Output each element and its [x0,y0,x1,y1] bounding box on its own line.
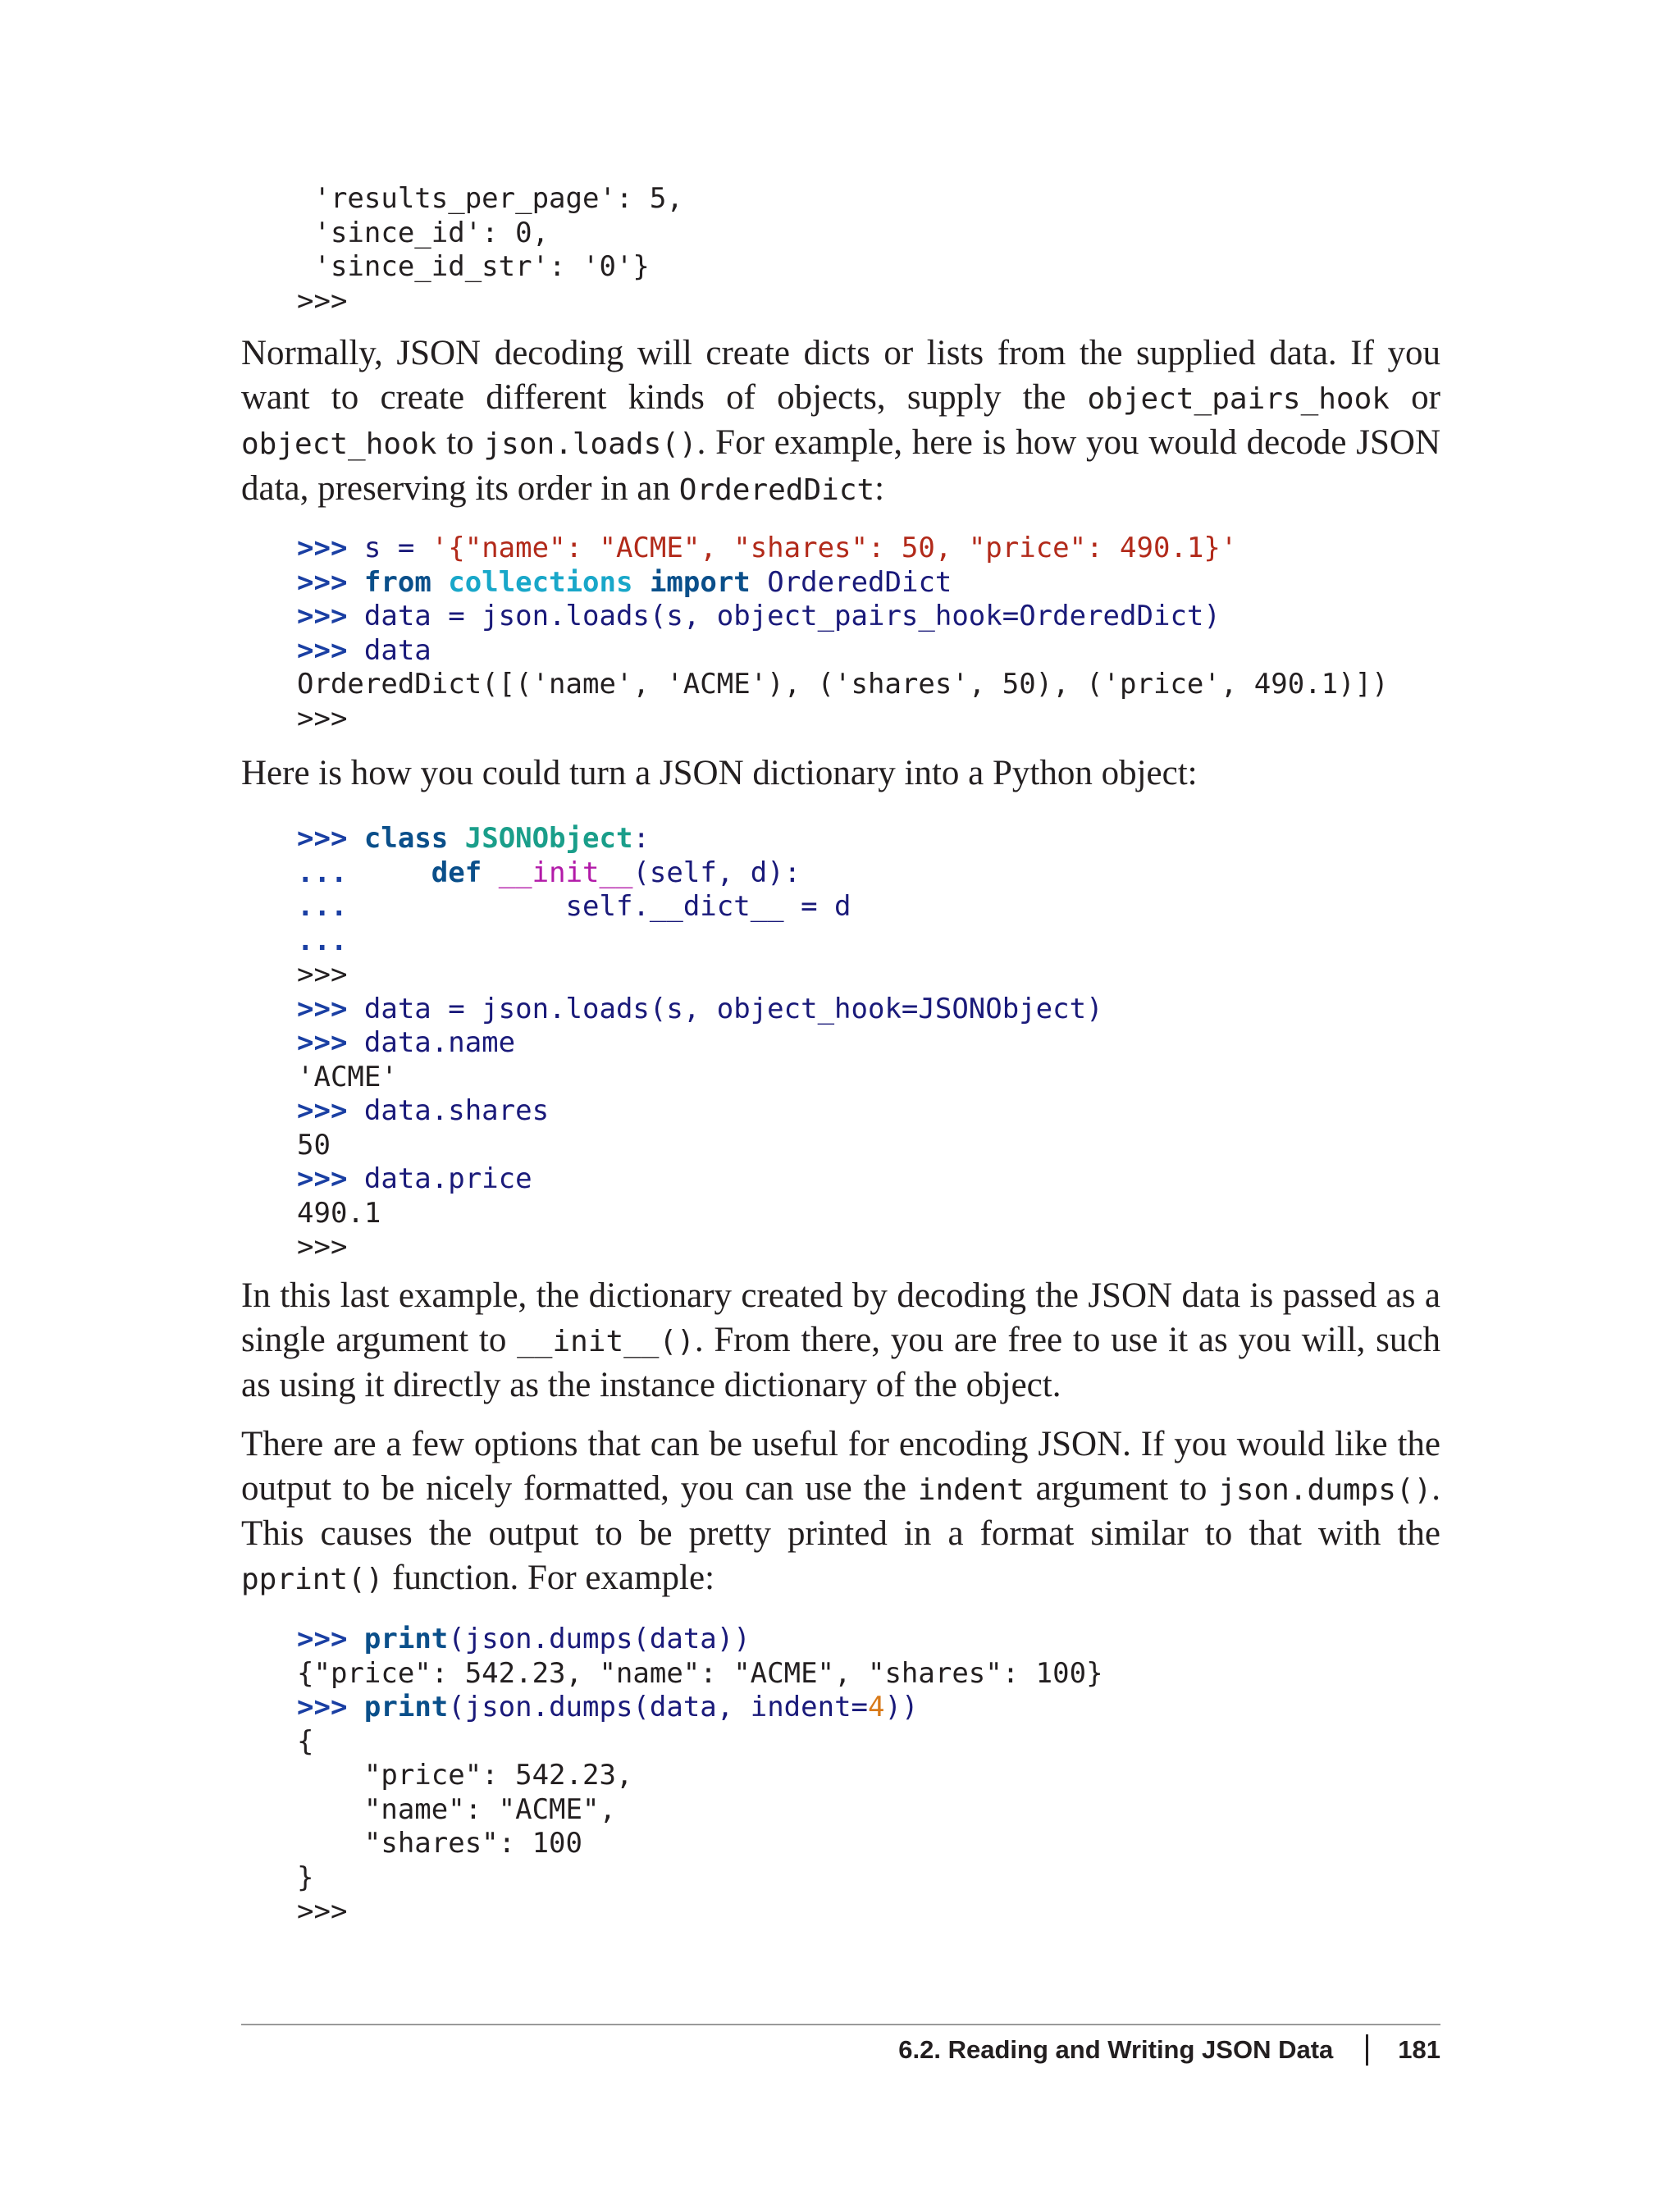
code-output: 'ACME' [297,1060,398,1093]
code-prompt: >>> [297,992,348,1025]
code-block-ordereddict [297,532,1389,736]
paragraph-text: Normally, JSON decoding will create dicts or lists from the supplied data. If you want to create different kinds of objects, supply the [241,334,1440,417]
code-prompt: ... [297,924,348,957]
code-output: "name": "ACME", [297,1792,616,1826]
code-string: '{"name": "ACME", "shares": 50, "price": 490.1}' [431,532,1238,564]
inline-code: OrderedDict [678,472,875,507]
code-line [297,600,1389,634]
code-text: data.shares [347,1094,550,1127]
inline-code: object_pairs_hook [1087,381,1390,416]
code-class-name: JSONObject [464,822,633,855]
paragraph-init-explanation [241,1274,1440,1408]
code-line [297,856,1103,891]
code-keyword: from [363,565,431,599]
code-prompt: >>> [297,701,348,735]
code-keyword: print [363,1691,449,1723]
code-keyword: print [363,1623,449,1655]
code-text: self.__dict__ = d [565,890,851,923]
code-prompt: >>> [297,958,348,991]
page-number: 181 [1398,2035,1440,2064]
code-output: 490.1 [297,1196,381,1230]
code-prompt: >>> [297,565,348,599]
paragraph-text: In this last example, the dictionary created by decoding the JSON data is passed as a single argument to [241,1276,1440,1359]
code-line [297,532,1389,566]
inline-code: __init__() [517,1324,695,1358]
paragraph-text: argument to [1024,1468,1219,1508]
code-text: : [632,822,650,855]
code-prompt: ... [297,856,348,889]
code-output: 50 [297,1128,331,1162]
code-prompt: ... [297,890,348,923]
code-line [297,1094,1103,1129]
code-prompt: >>> [297,1691,348,1723]
code-line [297,1691,1103,1725]
code-line [297,1623,1103,1657]
code-text: (json.dumps(data, indent= [448,1691,869,1723]
code-prompt: >>> [297,1094,348,1127]
paragraph-text: . From there, you are free to use it as you will, such as using it directly as the instance dictionary of the object. [241,1320,1440,1404]
code-line: 'since_id_str': '0'} [297,250,650,283]
paragraph-text: . For example, here is how you would decode JSON data, preserving its order in an [241,423,1440,508]
code-line [297,566,1389,600]
paragraph-text: : [874,468,885,508]
code-prompt: >>> [297,600,348,632]
paragraph-text: or [1389,377,1440,417]
inline-code: json.dumps() [1218,1472,1432,1507]
code-module: collections [448,565,633,599]
code-line [297,1162,1103,1197]
code-text: (self, d): [632,856,801,889]
code-prompt: >>> [297,284,348,317]
footer-section-title: 6.2. Reading and Writing JSON Data [898,2035,1334,2064]
code-text: data = json.loads(s, object_hook=JSONObject) [347,992,1103,1025]
code-number: 4 [868,1691,885,1723]
code-text: data = json.loads(s, object_pairs_hook=OrderedDict) [347,600,1221,632]
code-block-jsonobject [297,822,1103,1265]
code-keyword: class [363,822,449,855]
code-output: "shares": 100 [297,1827,582,1860]
inline-code: json.loads() [483,427,697,461]
paragraph-text: to [436,423,484,462]
code-line [297,822,1103,856]
code-line [297,634,1389,669]
code-line: 'since_id': 0, [297,216,550,249]
paragraph-text: There are a few options that can be useful for encoding JSON. If you would like the output to be nicely formatted, you can use the [241,1425,1440,1508]
code-text: data.price [347,1162,532,1195]
footer-divider [241,2024,1440,2025]
code-function: __init__ [498,856,633,889]
code-line [297,890,1103,924]
code-output: {"price": 542.23, "name": "ACME", "shares": 100} [297,1656,1103,1690]
code-line [297,924,1103,959]
code-output: } [297,1860,314,1894]
code-output: OrderedDict([('name', 'ACME'), ('shares', 50), ('price', 490.1)]) [297,668,1389,701]
code-keyword: import [649,565,751,599]
code-block-dict-tail [297,182,683,318]
code-keyword: def [431,856,482,889]
code-text: data [347,633,431,667]
code-prompt: >>> [297,532,348,564]
paragraph-python-object: Here is how you could turn a JSON dictionary into a Python object: [241,754,1198,792]
code-prompt: >>> [297,1230,348,1263]
code-output: { [297,1724,314,1758]
paragraph-text: function. For example: [383,1558,715,1597]
page-footer [898,2034,1440,2066]
paragraph-json-decoding [241,331,1440,512]
inline-code: object_hook [241,427,437,461]
code-text: s = [347,532,431,564]
code-prompt: >>> [297,822,348,855]
footer-separator [1366,2034,1368,2066]
code-prompt: >>> [297,1623,348,1655]
code-prompt: >>> [297,1026,348,1059]
code-output: "price": 542.23, [297,1759,633,1792]
code-prompt: >>> [297,1895,348,1928]
code-block-json-dumps [297,1623,1103,1929]
code-text: data.name [347,1026,516,1059]
code-text: )) [884,1691,919,1723]
code-line [297,1026,1103,1061]
inline-code: pprint() [241,1562,384,1596]
code-line: 'results_per_page': 5, [297,182,683,215]
code-text: (json.dumps(data)) [448,1623,751,1655]
code-text: OrderedDict [750,565,952,599]
code-prompt: >>> [297,633,348,667]
paragraph-encoding-options [241,1422,1440,1601]
code-line [297,993,1103,1027]
paragraph-text: . This causes the output to be pretty printed in a format similar to that with the [241,1468,1440,1553]
inline-code: indent [917,1472,1025,1507]
code-prompt: >>> [297,1162,348,1195]
